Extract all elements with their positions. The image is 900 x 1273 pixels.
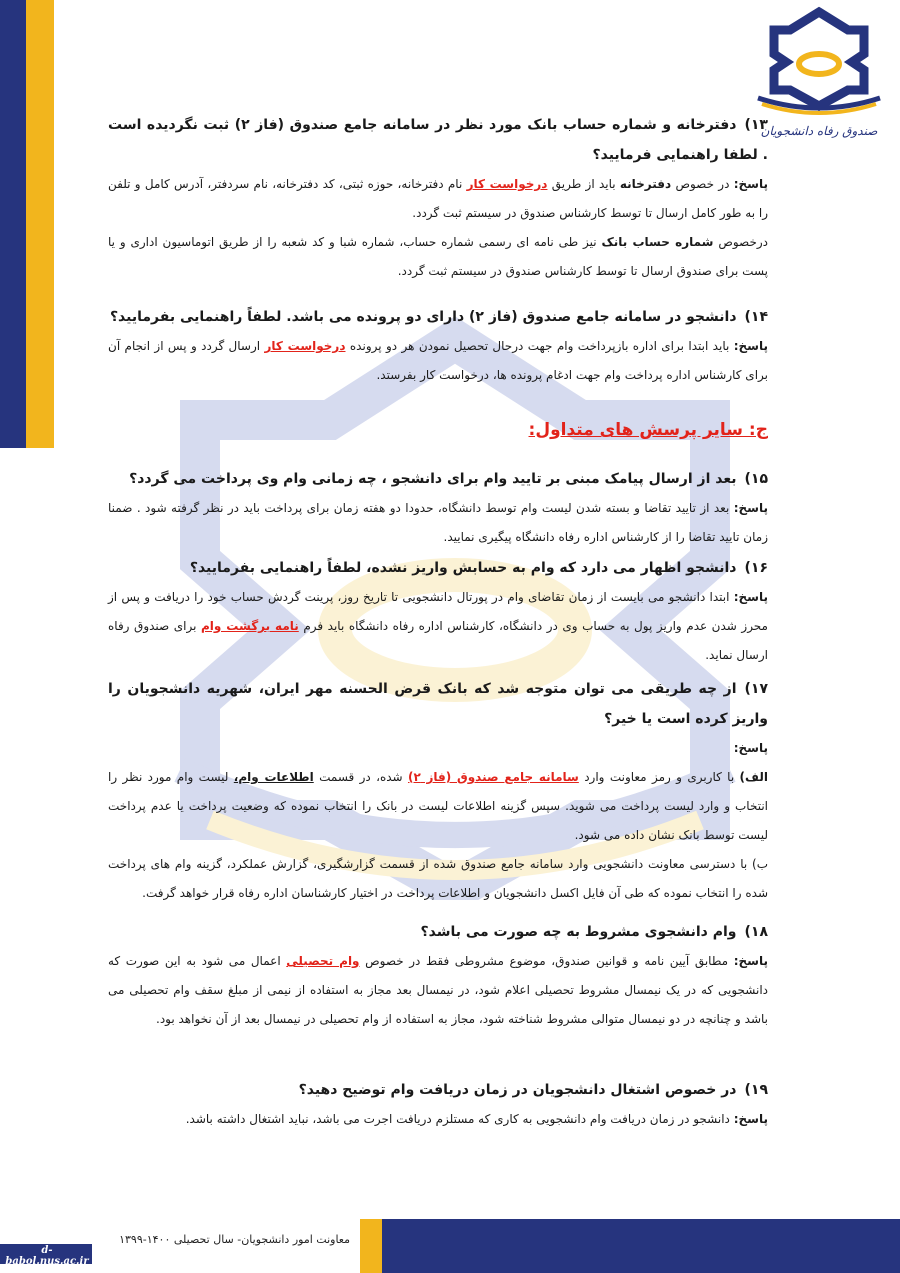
faq-16 (108, 553, 768, 670)
answer-13-part-1 (108, 170, 768, 228)
answer-text: نیز طی نامه ای رسمی شماره حساب، شماره شبا و کد شعبه را از طریق اتوماسیون اداری و یا پست برای صندوق ارسال تا توسط کارشناس صندوق در سیستم ثبت گردد. (108, 235, 768, 278)
question-16 (108, 553, 768, 583)
question-text: بعد از ارسال پیامک مبنی بر تایید وام برای دانشجو ، چه زمانی وام وی پرداخت می گردد؟ (129, 471, 737, 487)
question-text: دانشجو در سامانه جامع صندوق (فاز ۲) دارای دو پرونده می باشد. لطفاً راهنمایی بفرمایید؟ (109, 309, 737, 325)
logo-caption: صندوق رفاه دانشجویان (760, 124, 878, 138)
question-number: ۱۸) (744, 924, 768, 940)
footer-gold-bar (360, 1219, 382, 1273)
answer-label: پاسخ: (733, 590, 768, 604)
answer-text: در خصوص (675, 177, 730, 191)
question-14 (108, 302, 768, 332)
answer-15 (108, 494, 768, 552)
answer-text: دانشجو در زمان دریافت وام دانشجویی به کاری که مستلزم دریافت اجرت می باشد، نباید اشتغال داشته باشد. (185, 1112, 730, 1126)
answer-label: پاسخ: (733, 954, 768, 968)
faq-19 (108, 1075, 768, 1134)
answer-17-label (108, 734, 768, 763)
left-navy-bar (0, 0, 26, 448)
question-number: ۱۹) (744, 1082, 768, 1098)
question-text: وام دانشجوی مشروط به چه صورت می باشد؟ (420, 924, 737, 940)
question-text: دانشجو اظهار می دارد که وام به حسابش واریز نشده، لطفاً راهنمایی بفرمایید؟ (189, 560, 737, 576)
footer-navy-bar (382, 1219, 900, 1273)
logo (752, 6, 886, 146)
answer-text: شده، در قسمت (319, 770, 403, 784)
answer-label: پاسخ: (733, 741, 768, 755)
question-text: دفترخانه و شماره حساب بانک مورد نظر در سامانه جامع صندوق (فاز ۲) ثبت نگردیده است . لطفا راهنمایی فرمایید؟ (108, 117, 768, 163)
logo-emblem-icon (752, 6, 886, 116)
answer-text: ابتدا دانشجو می بایست از زمان تقاضای وام در پورتال دانشجویی تا تاریخ روز، پرینت گردش حساب خود را دریافت و پس از محرز شدن عدم واریز پول به حساب وی در دانشگاه، کارشناس اداره رفاه دانشگاه باید فرم (108, 590, 768, 633)
answer-16 (108, 583, 768, 670)
answer-17-be: ب) با دسترسی معاونت دانشجویی وارد سامانه جامع صندوق شده از قسمت گزارشگیری، گزارش عملکرد، گزینه وام های پرداخت شده را انتخاب نموده که طی آن فایل اکسل دانشجویان و اطلاعات پرداخت در اختیار کارشناسان اداره رفاه قرار خواهد گرفت. (108, 857, 768, 900)
section-title: ج: سایر پرسش های متداول: (528, 420, 768, 440)
comprehensive-system-link[interactable]: سامانه جامع صندوق (فاز ۲) (407, 770, 579, 784)
answer-item-label: الف) (739, 770, 768, 784)
question-15 (108, 464, 768, 494)
loan-return-letter-link[interactable]: نامه برگشت وام (201, 619, 299, 633)
answer-bold: شماره حساب بانک (601, 235, 714, 249)
answer-text: ارسال گردد و پس از انجام آن برای کارشناس اداره پرداخت وام جهت ادغام پرونده ها، درخواست کار بفرستد. (108, 339, 768, 382)
answer-label: پاسخ: (733, 501, 768, 515)
answer-text: بعد از تایید تقاضا و بسته شدن لیست وام توسط دانشگاه، حدودا دو هفته زمان برای پرداخت باید در نظر گرفته شود . ضمنا زمان تایید تقاضا را از کارشناس اداره رفاه دانشگاه پیگیری نمایید. (108, 501, 768, 544)
faq-18 (108, 917, 768, 1034)
question-18 (108, 917, 768, 947)
answer-text: درخصوص (718, 235, 768, 249)
question-19 (108, 1075, 768, 1105)
answer-18 (108, 947, 768, 1034)
loan-info-label: اطلاعات وام، (233, 770, 314, 784)
answer-17-alef (108, 763, 768, 850)
education-loan-link[interactable]: وام تحصیلی (286, 954, 360, 968)
answer-text: اعمال می شود به این صورت که دانشجویی که در یک نیمسال مشروط تحصیلی اعلام شود، در نیمسال بعد مجاز به استفاده از نیمی از مبلغ سقف وام تحصیلی می باشد و چنانچه در دو نیمسال متوالی مشروط شناخته شود، مجاز به استفاده از وام تحصیلی در نیمسال بعد از آن نخواهد بود. (108, 954, 768, 1026)
footer-text: معاونت امور دانشجویان- سال تحصیلی ۱۴۰۰-۱۳۹۹ (119, 1233, 350, 1246)
answer-text: باید ابتدا برای اداره بازپرداخت وام جهت درحال تحصیل نمودن هر دو پرونده (349, 339, 730, 353)
answer-label: پاسخ: (733, 177, 768, 191)
faq-15 (108, 464, 768, 552)
answer-text: لیست وام مورد نظر را انتخاب و وارد لیست پرداخت می شوید. سپس گزینه اطلاعات لیست در بانک را انتخاب نموده که وضعیت پرداخت یا عدم پرداخت لیست توسط بانک نشان داده می شود. (108, 770, 768, 842)
work-request-link[interactable]: درخواست کار (466, 177, 548, 191)
answer-label: پاسخ: (733, 1112, 768, 1126)
left-gold-bar (26, 0, 54, 448)
answer-label: پاسخ: (733, 339, 768, 353)
question-number: ۱۵) (744, 471, 768, 487)
answer-19 (108, 1105, 768, 1134)
question-text: در خصوص اشتغال دانشجویان در زمان دریافت وام توضیح دهید؟ (298, 1082, 737, 1098)
answer-text: باید از طریق (551, 177, 616, 191)
question-number: ۱۶) (744, 560, 768, 576)
answer-14 (108, 332, 768, 390)
question-number: ۱۴) (744, 309, 768, 325)
answer-text: برای صندوق رفاه ارسال نماید. (108, 619, 768, 662)
faq-14 (108, 302, 768, 390)
question-17 (108, 674, 768, 734)
footer-site-link[interactable]: d-babol.nus.ac.ir (5, 1245, 89, 1267)
question-text: از چه طریقی می توان متوجه شد که بانک قرض الحسنه مهر ایران، شهریه دانشجویان را واریز کرده است یا خیر؟ (108, 681, 768, 727)
faq-17 (108, 674, 768, 908)
answer-text: با کاربری و رمز معاونت وارد (584, 770, 735, 784)
answer-bold: دفترخانه (619, 177, 672, 191)
work-request-link[interactable]: درخواست کار (264, 339, 346, 353)
answer-text: نام دفترخانه، حوزه ثبتی، کد دفترخانه، نام سردفتر، آدرس کامل و تلفن را به طور کامل ارسال تا توسط کارشناس صندوق در سیستم ثبت گردد. (108, 177, 768, 220)
answer-text: مطابق آیین نامه و قوانین صندوق، موضوع مشروطی فقط در خصوص (365, 954, 729, 968)
question-number: ۱۷) (744, 681, 768, 697)
question-13 (108, 110, 768, 170)
faq-13 (108, 110, 768, 286)
question-number: ۱۳) (744, 117, 768, 133)
answer-13-part-2 (108, 228, 768, 286)
